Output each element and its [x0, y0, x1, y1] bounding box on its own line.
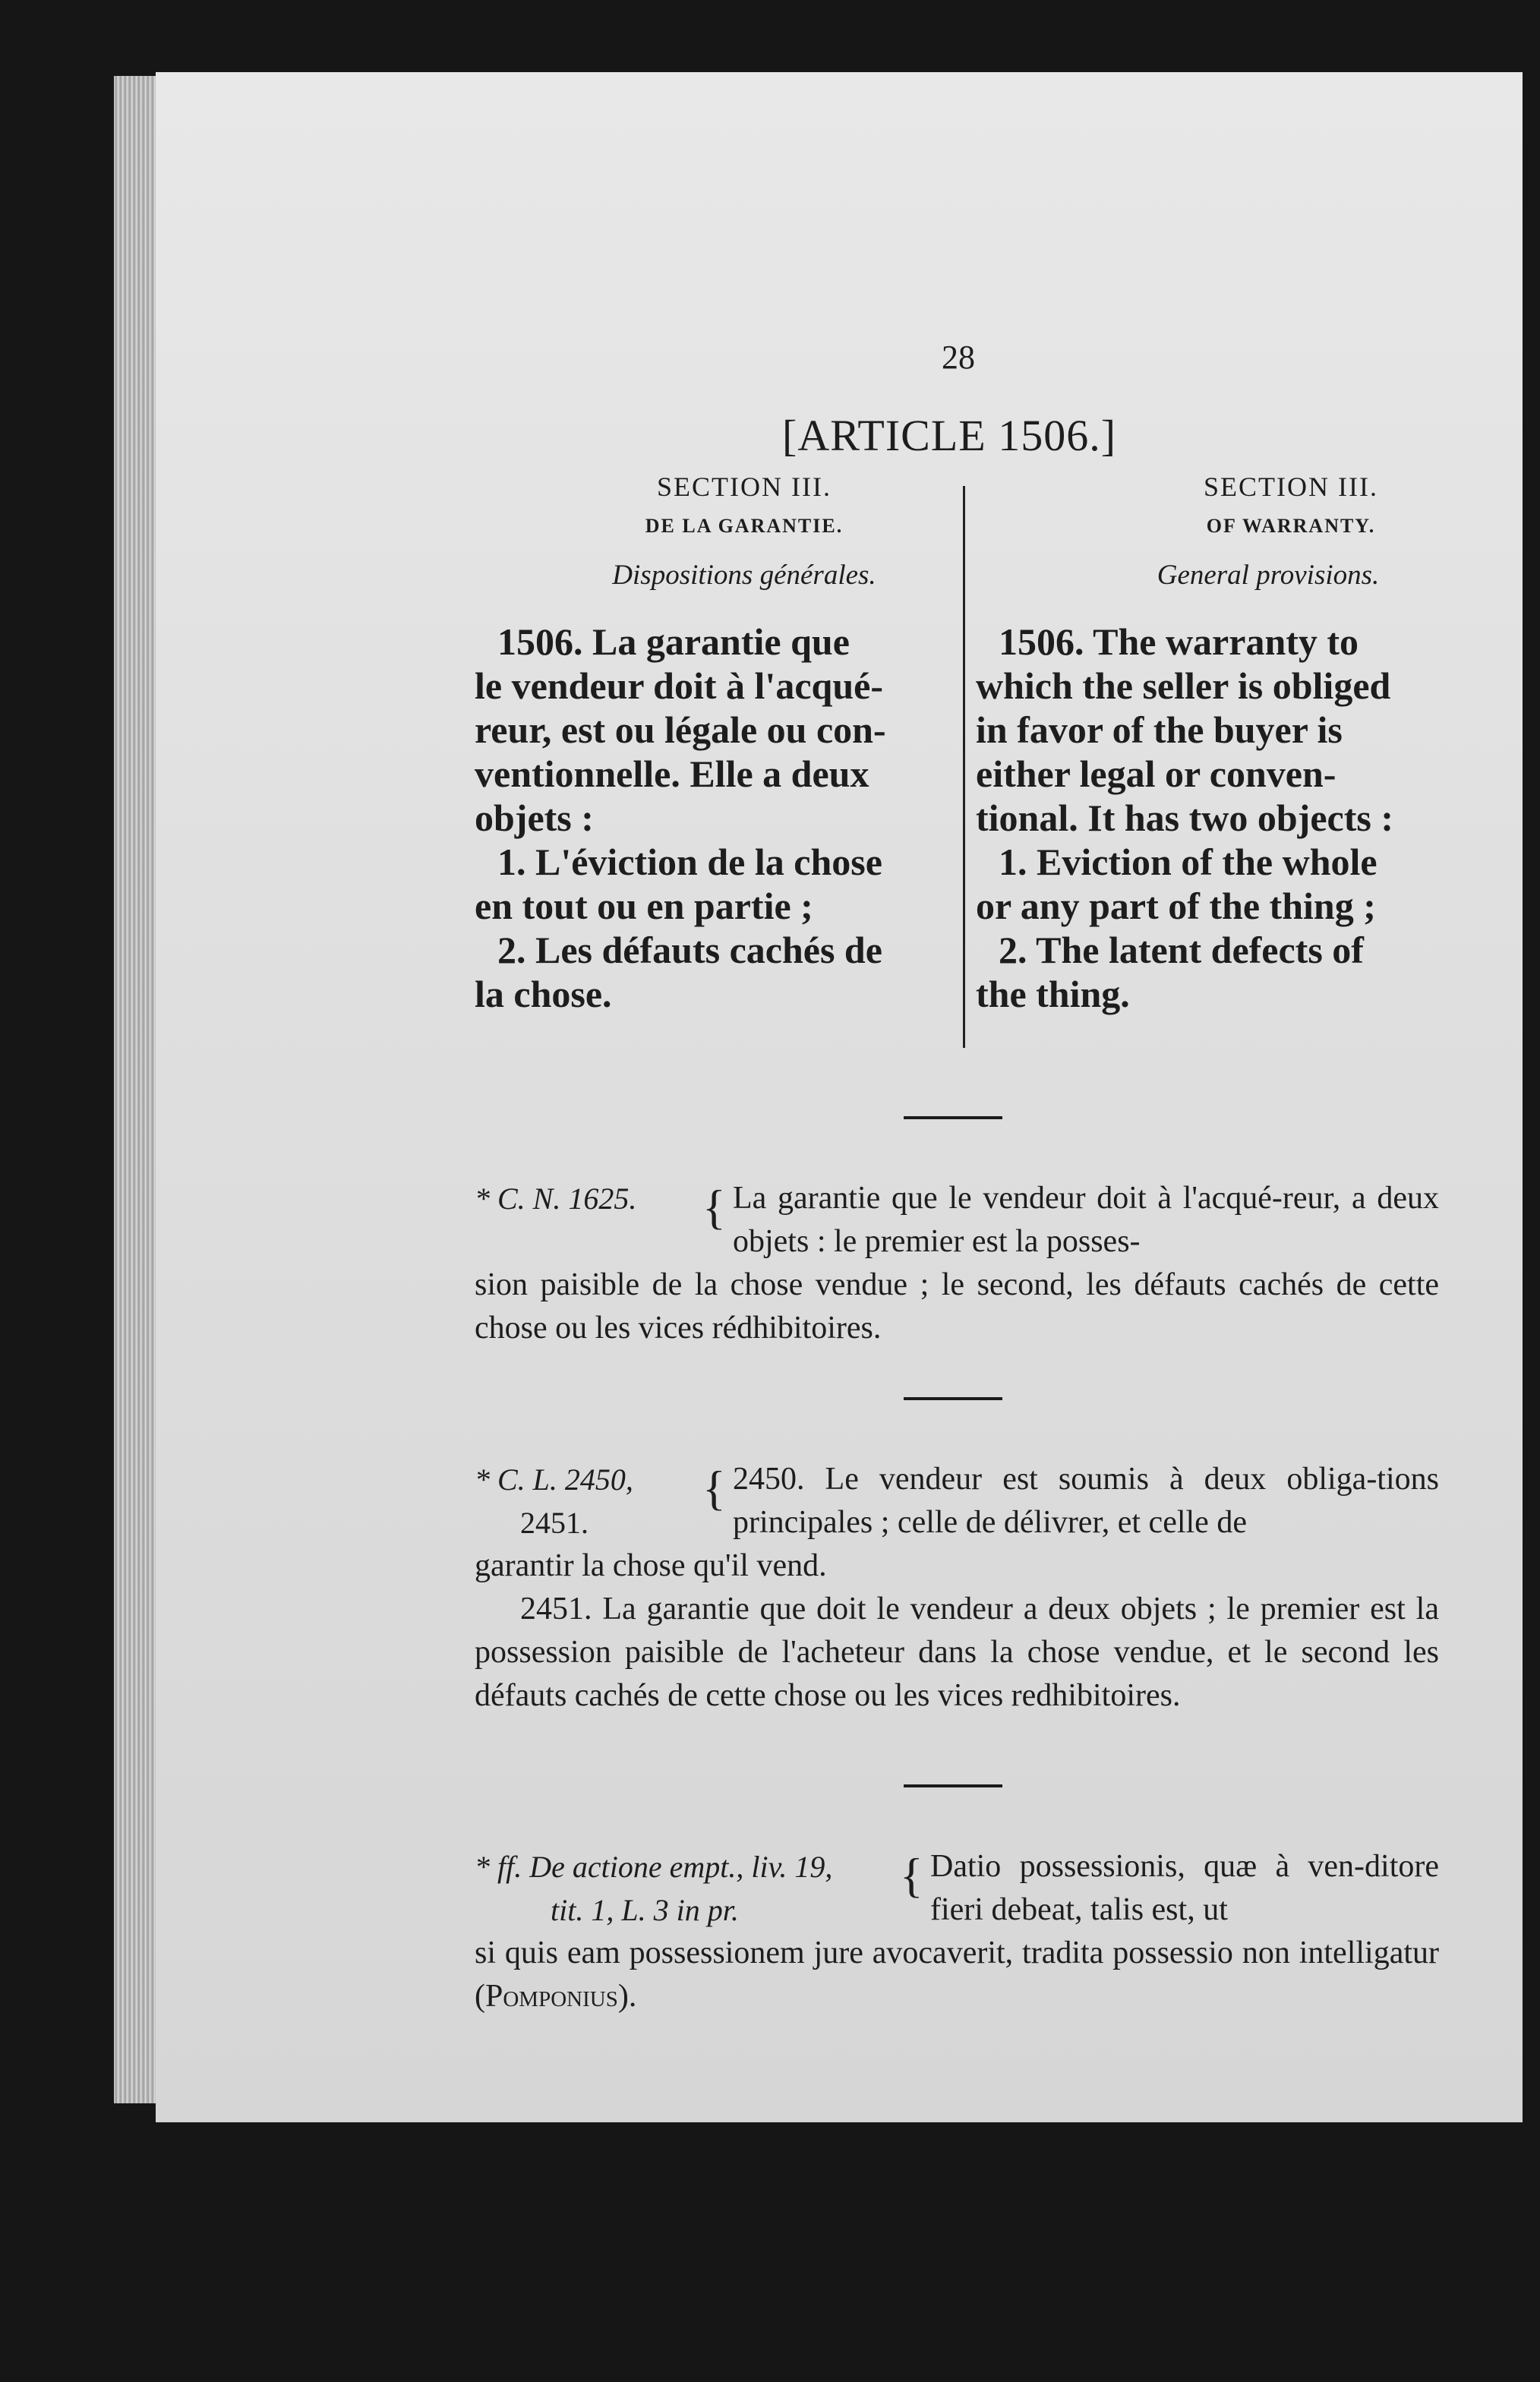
note-head	[475, 1458, 1439, 1544]
line: en tout ou en partie ;	[475, 885, 813, 927]
column-divider	[963, 486, 965, 1048]
line: 2. The latent defects of	[999, 929, 1364, 971]
note-continuation: garantir la chose qu'il vend.	[475, 1548, 827, 1583]
line: ventionnelle. Elle a deux	[475, 752, 869, 795]
line: tional. It has two objects :	[976, 797, 1393, 839]
brace: {	[702, 1180, 726, 1234]
note-code-napoleon	[475, 1177, 1439, 1350]
article-text-en	[976, 620, 1469, 1016]
section-subtitle-en: OF WARRANTY.	[1206, 515, 1376, 537]
separator-rule	[904, 1784, 1002, 1787]
note-reference	[475, 1458, 702, 1544]
line: 1. Eviction of the whole	[999, 841, 1377, 883]
author-name: Pomponius	[485, 1979, 618, 2014]
french-column	[475, 471, 968, 1016]
note-continuation: sion paisible de la chose vendue ; le second, les défauts cachés de cette chose ou les vices rédhibitoires.	[475, 1267, 1439, 1346]
reference-text: * ff. De actione empt., liv. 19,	[475, 1850, 833, 1884]
english-column	[976, 471, 1469, 1016]
line: the thing.	[976, 973, 1130, 1015]
brace: {	[900, 1848, 923, 1902]
section-subtitle-fr: DE LA GARANTIE.	[645, 515, 844, 537]
reference-text: * C. N. 1625.	[475, 1182, 637, 1216]
line: 1. L'éviction de la chose	[497, 841, 882, 883]
note-continuation	[475, 1932, 1439, 2018]
reference-text: * C. L. 2450,	[475, 1462, 633, 1497]
line: either legal or conven-	[976, 752, 1336, 795]
note-body: La garantie que le vendeur doit à l'acqué-reur, a deux objets : le premier est la posses-	[733, 1181, 1439, 1259]
note-paragraph: 2451. La garantie que doit le vendeur a deux objets ; le premier est la possession paisible de l'acheteur dans la chose vendue, et le second les défauts cachés de cette chose ou les vices redhibitoires.	[475, 1592, 1439, 1713]
note-reference	[475, 1177, 702, 1220]
line: 2. Les défauts cachés de	[497, 929, 882, 971]
line: le vendeur doit à l'acqué-	[475, 664, 883, 707]
section-title-fr: SECTION III.	[657, 472, 832, 502]
note-reference	[475, 1845, 900, 1932]
line: 1506. La garantie que	[497, 620, 850, 663]
line: la chose.	[475, 973, 612, 1015]
note-code-louisiana	[475, 1458, 1439, 1718]
line: 1506. The warranty to	[999, 620, 1359, 663]
note-head	[475, 1177, 1439, 1264]
page-number: 28	[942, 339, 975, 376]
note-body: Datio possessionis, quæ à ven-ditore fieri debeat, talis est, ut	[930, 1849, 1439, 1927]
line: in favor of the buyer is	[976, 708, 1343, 751]
note-body: 2450. Le vendeur est soumis à deux obliga-tions principales ; celle de délivrer, et celle de	[733, 1462, 1439, 1540]
section-title-en: SECTION III.	[1204, 472, 1378, 502]
article-text-fr	[475, 620, 968, 1016]
section-heading-fr: Dispositions générales.	[612, 560, 876, 591]
section-heading-en: General provisions.	[1157, 560, 1380, 591]
note-digest	[475, 1845, 1439, 2018]
note-head	[475, 1845, 1439, 1932]
brace: {	[702, 1461, 726, 1515]
line: objets :	[475, 797, 594, 839]
closing-text: ).	[617, 1979, 637, 2014]
book-page	[156, 72, 1523, 2122]
reference-text-2: 2451.	[520, 1506, 589, 1540]
line: which the seller is obliged	[976, 664, 1391, 707]
line: reur, est ou légale ou con-	[475, 708, 886, 751]
continuation-text: si quis eam possessionem jure avocaverit, tradita possessio non intelligatur (	[475, 1936, 1439, 2014]
separator-rule	[904, 1397, 1002, 1400]
separator-rule	[904, 1116, 1002, 1119]
line: or any part of the thing ;	[976, 885, 1376, 927]
article-title: [ARTICLE 1506.]	[782, 411, 1117, 460]
page-edge	[114, 76, 159, 2103]
reference-text-2: tit. 1, L. 3 in pr.	[551, 1893, 739, 1927]
